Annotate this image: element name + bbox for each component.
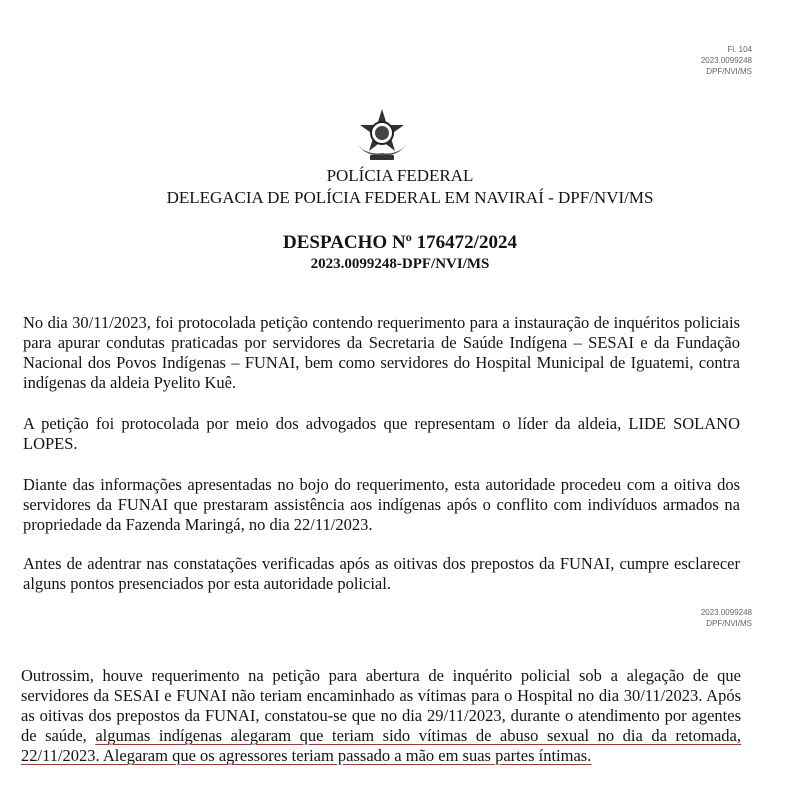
final-paragraph-text: Outrossim, houve requerimento na petição para abertura de inquérito policial sob a alegação de que servidores da SESAI e FUNAI não teriam encaminhado as vítimas para o Hospital no dia 30/11/2023. Após as oitivas dos prepostos da FUNAI, constatou-se que no dia 29/11/2023, durante o atendimento por agentes de saúde, (21, 666, 741, 745)
paragraph: No dia 30/11/2023, foi protocolada petição contendo requerimento para a instauração de inquéritos policiais para apurar condutas praticadas por servidores da Secretaria de Saúde Indígena – SESAI e da Fundação Nacional dos Povos Indígenas – FUNAI, bem como servidores do Hospital Municipal de Iguatemi, contra indígenas da aldeia Pyelito Kuê. (23, 313, 740, 392)
unit-code: DPF/NVI/MS (706, 619, 752, 628)
paragraph: Diante das informações apresentadas no bojo do requerimento, esta autoridade procedeu com a oitiva dos servidores da FUNAI que prestaram assistência aos indígenas após o conflito com indivíduos armados na propriedade da Fazenda Maringá, no dia 22/11/2023. (23, 475, 740, 534)
paragraph: Antes de adentrar nas constatações verificadas após as oitivas dos prepostos da FUNAI, cumpre esclarecer alguns pontos presenciados por esta autoridade policial. (23, 554, 740, 593)
folio-number: Fl. 104 (727, 45, 752, 54)
document-subtitle: 2023.0099248-DPF/NVI/MS (310, 256, 490, 272)
process-number: 2023.0099248 (700, 608, 752, 617)
process-number: 2023.0099248 (700, 56, 752, 65)
folio-stamp (701, 44, 752, 77)
paragraph: A petição foi protocolada por meio dos advogados que representam o líder da aldeia, LIDE SOLANO LOPES. (23, 414, 740, 453)
unit-code: DPF/NVI/MS (706, 67, 752, 76)
highlighted-passage: algumas indígenas alegaram que teriam sido vítimas de abuso sexual no dia da retomada, 22/11/2023. Alegaram que os agressores teriam passado a mão em suas partes íntimas. (21, 726, 741, 765)
process-stamp (701, 607, 752, 629)
agency-name: POLÍCIA FEDERAL (326, 166, 474, 185)
final-paragraph (21, 666, 741, 766)
document-title: DESPACHO Nº 176472/2024 (283, 232, 517, 253)
brasao-republica-icon (352, 105, 412, 165)
office-name: DELEGACIA DE POLÍCIA FEDERAL EM NAVIRAÍ - DPF/NVI/MS (166, 188, 654, 207)
